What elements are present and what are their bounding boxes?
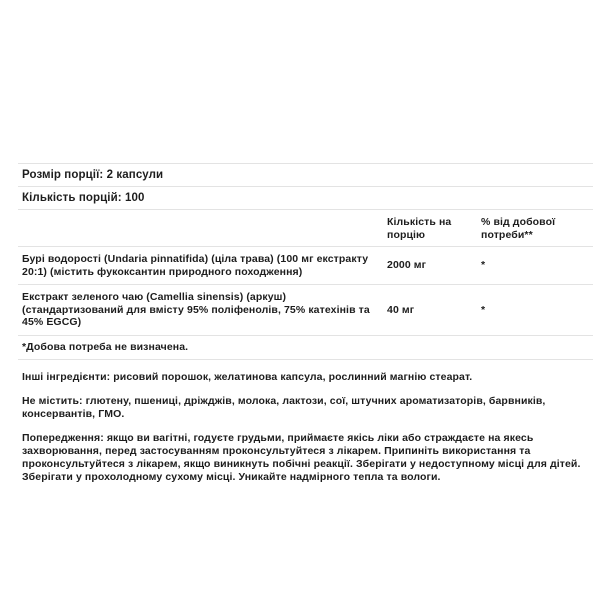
table-row <box>18 284 593 335</box>
ingredient-daily-value: * <box>481 303 486 316</box>
ingredient-amount: 2000 мг <box>387 259 427 272</box>
ingredient-name: Бурі водорості (Undaria pinnatifida) (ціла трава) (100 мг екстракту 20:1) (містить фукоксантин природного походження) <box>22 253 369 278</box>
table-header-spacer <box>18 214 387 226</box>
table-header-row <box>18 209 593 246</box>
free-of-text: Не містить: глютену, пшениці, дріжджів, молока, лактози, сої, штучних ароматизаторів, барвників, консервантів, ГМО. <box>22 394 546 420</box>
servings-per-container-row <box>18 186 593 209</box>
servings-per-container-text: Кількість порцій: 100 <box>22 192 145 204</box>
percent-daily-value-header: % від добової потреби** <box>481 216 556 241</box>
ingredient-name: Екстракт зеленого чаю (Camellia sinensis) (аркуш) (стандартизований для вмісту 95% поліфенолів, 75% катехінів та 45% EGCG) <box>22 291 370 328</box>
other-ingredients-text: Інші інгредієнти: рисовий порошок, желатинова капсула, рослинний магнію стеарат. <box>22 370 473 383</box>
table-row <box>18 246 593 284</box>
ingredient-amount: 40 мг <box>387 303 415 316</box>
serving-size-text: Розмір порції: 2 капсули <box>22 169 164 181</box>
warnings-text: Попередження: якщо ви вагітні, годуєте грудьми, приймаєте якісь ліки або страждаєте на якесь захворювання, перед застосуванням проконсультуйтеся з лікарем. Припиніть використання та проконсультуйтеся з лікарем, якщо виникнуть побічні реакції. Зберігати у недоступному місці для дітей. Зберігати у прохолодному сухому місці. Уникайте надмірного тепла та вологи. <box>22 431 581 483</box>
supplement-facts-panel <box>18 163 593 484</box>
serving-size-row <box>18 163 593 186</box>
label-paragraphs <box>18 371 593 484</box>
amount-per-serving-header: Кількість на порцію <box>387 216 452 241</box>
ingredient-daily-value: * <box>481 259 486 272</box>
daily-value-footnote: *Добова потреба не визначена. <box>18 335 593 360</box>
